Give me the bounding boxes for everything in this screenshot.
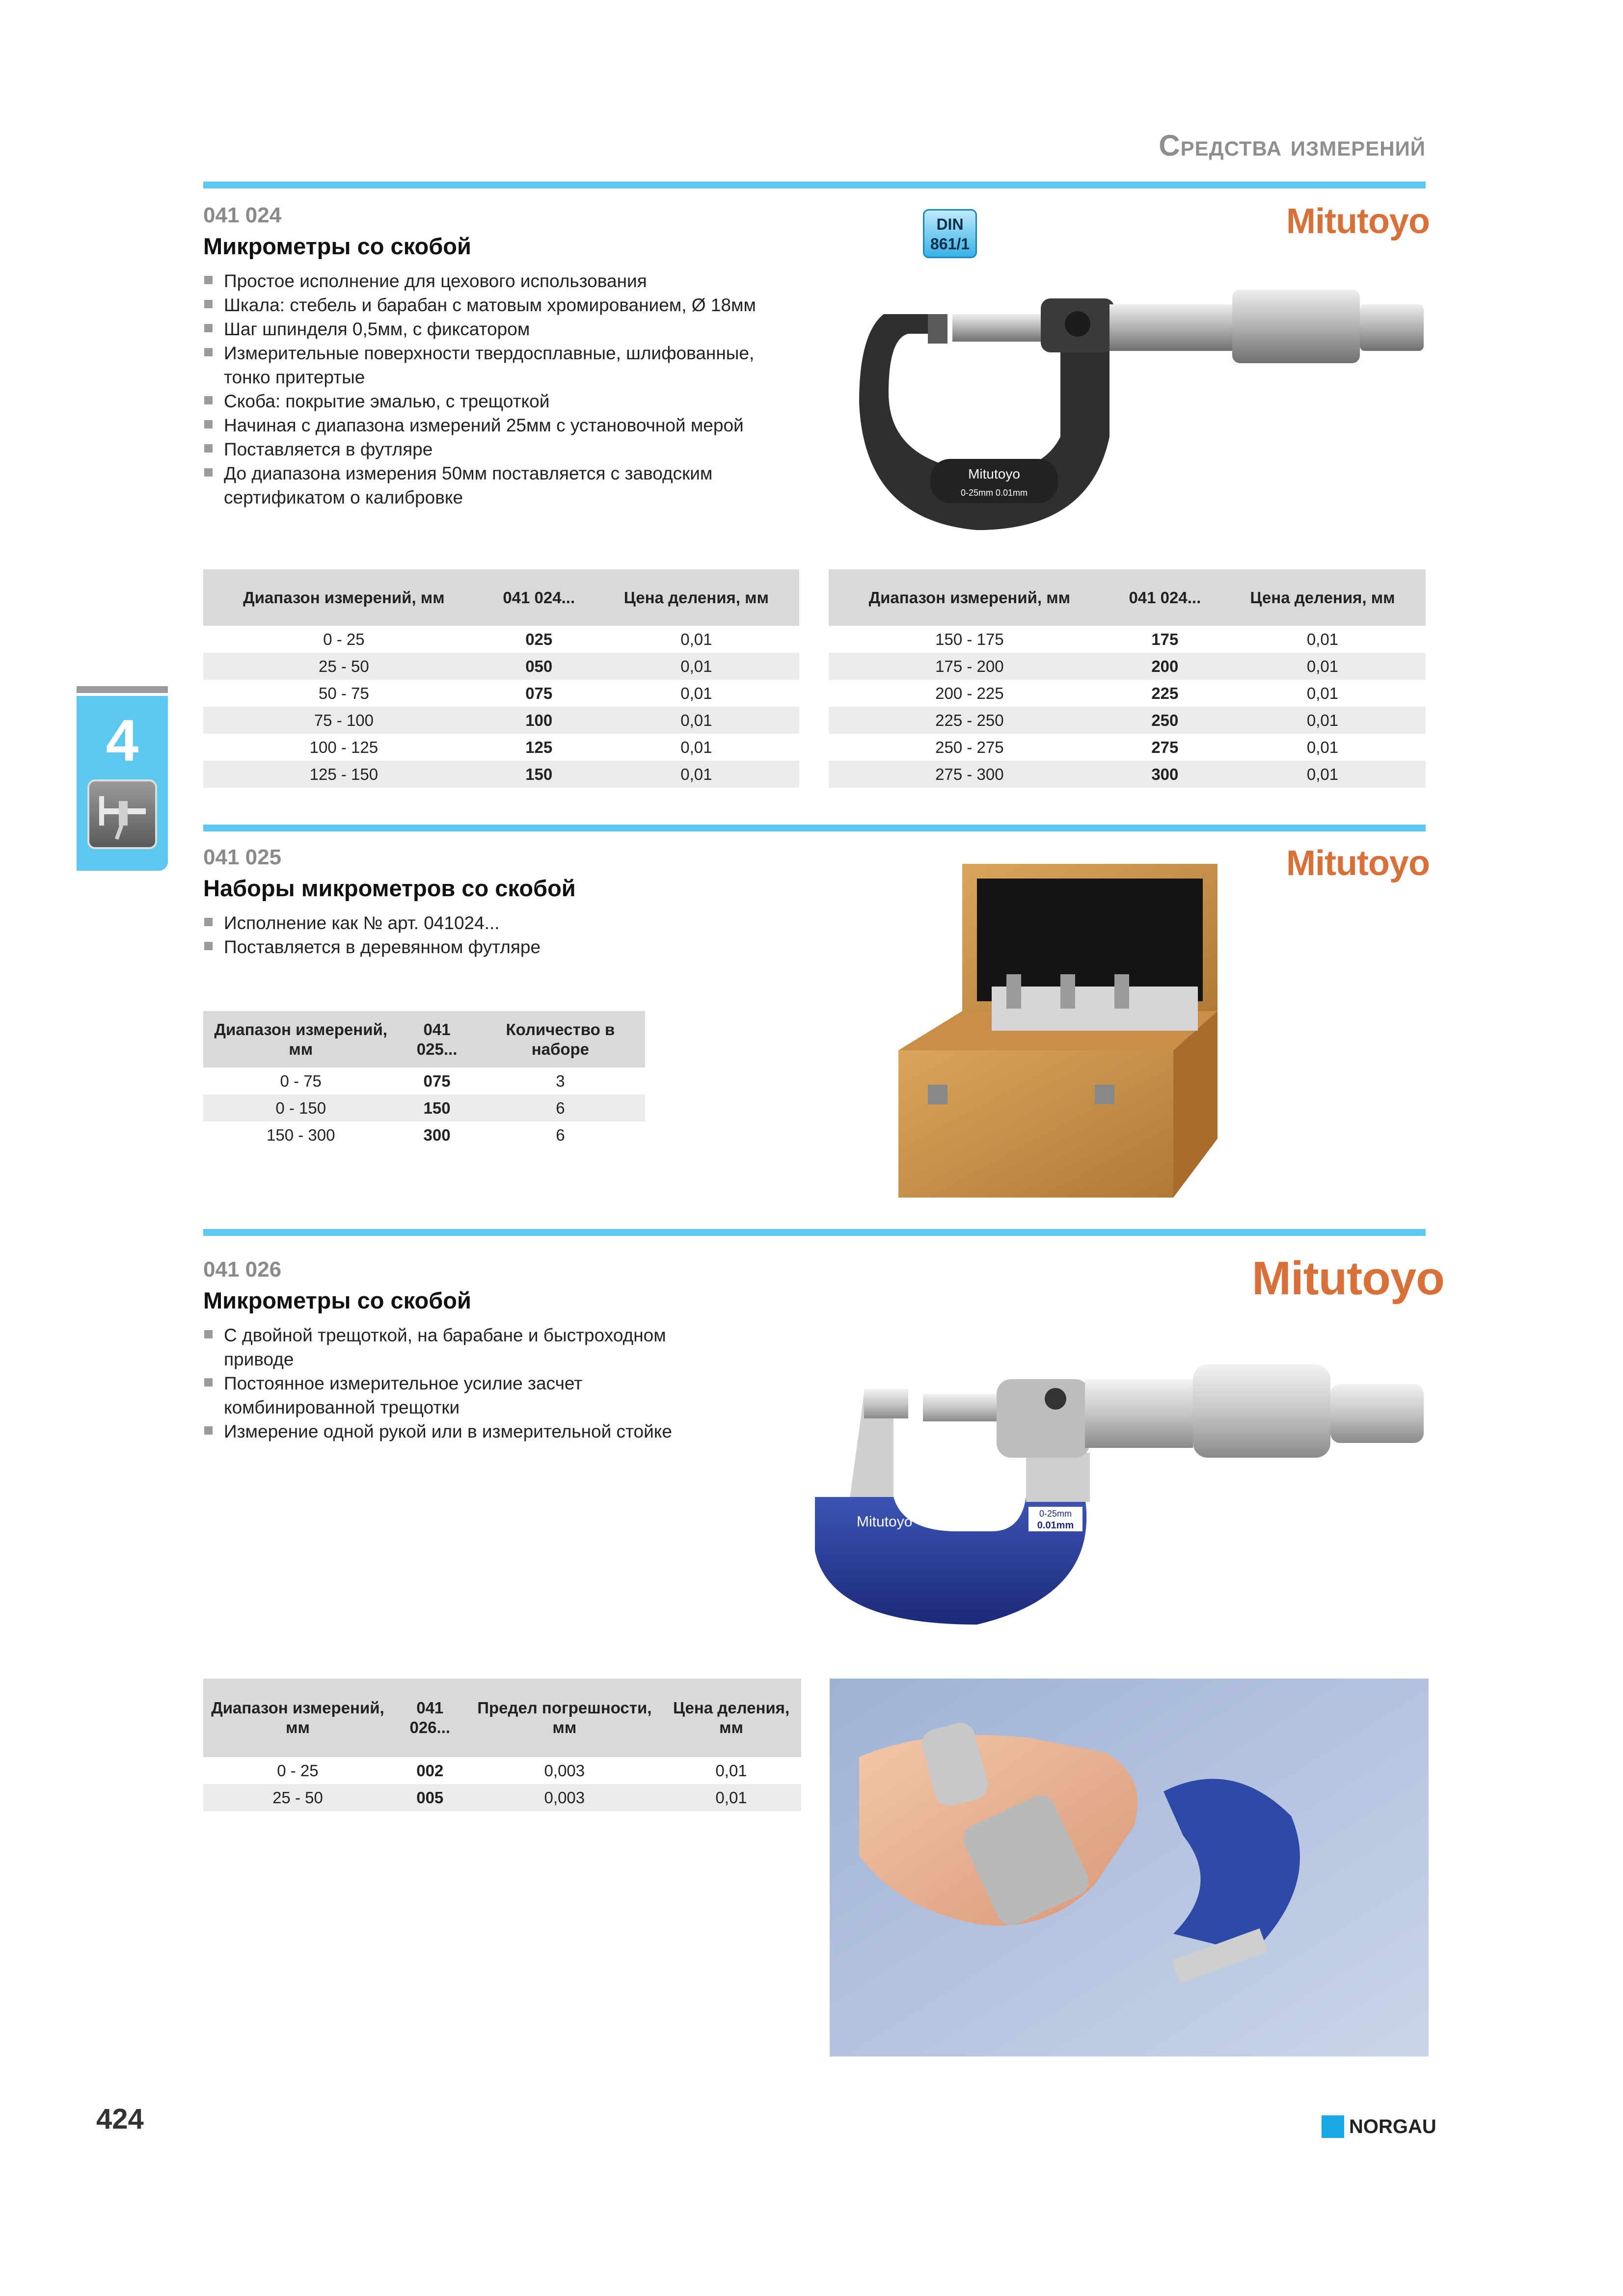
column-header: 041 026... [392, 1679, 468, 1757]
caliper-icon [87, 779, 157, 849]
column-header: Предел погрешности, мм [468, 1679, 661, 1757]
feature-item-continued: комбинированной трещотки [224, 1397, 460, 1417]
spec-table-left [203, 569, 799, 788]
brand-name: NORGAU [1349, 2116, 1436, 2137]
product-title: Наборы микрометров со скобой [203, 875, 576, 901]
column-header: 041 024... [1110, 569, 1219, 626]
feature-item: Начиная с диапазона измерений 25мм с установочной мерой [203, 413, 841, 437]
table-row: 0 - 150 150 6 [203, 1095, 645, 1121]
feature-item: Измерительные поверхности твердосплавные, шлифованные, [203, 341, 841, 365]
column-header: 041 024... [485, 569, 594, 626]
section-divider [203, 1229, 1426, 1236]
article-number: 041 026 [203, 1257, 282, 1281]
feature-item: Поставляется в футляре [203, 437, 841, 461]
feature-item: Постоянное измерительное усилие засчет [203, 1371, 841, 1395]
mitutoyo-logo: Mitutoyo [1286, 844, 1430, 883]
micrometer-image [854, 275, 1434, 540]
feature-list [203, 1323, 841, 1443]
article-number: 041 024 [203, 203, 282, 227]
frame-resolution-text: 0.01mm [1037, 1520, 1074, 1531]
frame-brand-text: Mitutoyo [968, 466, 1020, 481]
table-row: 0 - 75 075 3 [280, 1071, 565, 1090]
feature-list [203, 911, 841, 959]
section-title: Средства измерений [1159, 129, 1426, 162]
table-row: 50 - 75 075 0,01 [319, 684, 712, 702]
column-header: Количество в наборе [476, 1011, 645, 1068]
hand-photo [830, 1679, 1429, 2056]
feature-item: Поставляется в деревянном футляре [203, 935, 841, 959]
column-header: Диапазон измерений, мм [203, 1011, 398, 1068]
column-header: 041 025... [398, 1011, 475, 1068]
column-header: Цена деления, мм [1219, 569, 1426, 626]
mitutoyo-logo: Mitutoyo [1252, 1252, 1444, 1305]
table-row: 0 - 25 002 0,003 0,01 [277, 1761, 747, 1780]
feature-item: Исполнение как № арт. 041024... [203, 911, 841, 935]
frame-brand-text: Mitutoyo [857, 1514, 913, 1530]
table-row: 100 - 125 125 0,01 [309, 738, 712, 756]
table-row: 175 - 200 200 0,01 [829, 653, 1426, 680]
feature-item: Шкала: стебель и барабан с матовым хромированием, Ø 18мм [203, 293, 841, 317]
page-number: 424 [96, 2103, 144, 2135]
feature-list [203, 269, 841, 509]
spec-table [203, 1011, 645, 1148]
table-row: 250 - 275 275 0,01 [935, 738, 1339, 756]
article-number: 041 025 [203, 845, 282, 869]
table-row: 0 - 25 025 0,01 [323, 630, 712, 648]
brand-square-icon [1322, 2115, 1344, 2138]
feature-item: Простое исполнение для цехового использования [203, 269, 841, 293]
frame-range-text: 0-25mm 0.01mm [960, 488, 1028, 498]
column-header: Цена деления, мм [661, 1679, 801, 1757]
feature-item: Шаг шпинделя 0,5мм, с фиксатором [203, 317, 841, 341]
table-row: 200 - 225 225 0,01 [935, 684, 1339, 702]
product-title: Микрометры со скобой [203, 233, 471, 259]
table-row: 150 - 175 175 0,01 [935, 630, 1339, 648]
chapter-tab[interactable] [77, 696, 168, 871]
spec-table-right [829, 569, 1426, 788]
mitutoyo-logo: Mitutoyo [1286, 202, 1430, 241]
table-row: 25 - 50 005 0,003 0,01 [203, 1784, 801, 1811]
section-divider [203, 825, 1426, 831]
chapter-tab-bar [77, 686, 168, 693]
product-title: Микрометры со скобой [203, 1287, 471, 1313]
feature-item: До диапазона измерения 50мм поставляется с заводским [203, 461, 841, 485]
table-row: 75 - 100 100 0,01 [203, 707, 799, 734]
column-header: Диапазон измерений, мм [203, 569, 485, 626]
feature-item: Скоба: покрытие эмалью, с трещоткой [203, 389, 841, 413]
column-header: Диапазон измерений, мм [829, 569, 1110, 626]
feature-item-continued: сертификатом о калибровке [224, 487, 463, 507]
frame-range-text: 0-25mm [1039, 1509, 1072, 1519]
table-row: 125 - 150 150 0,01 [203, 761, 799, 788]
feature-item-continued: приводе [224, 1349, 294, 1369]
chapter-number: 4 [106, 708, 139, 774]
feature-item-continued: тонко притертые [224, 367, 365, 387]
table-row: 150 - 300 300 6 [266, 1125, 565, 1144]
column-header: Диапазон измерений, мм [203, 1679, 392, 1757]
din-badge: DIN 861/1 [923, 209, 977, 258]
feature-item: Измерение одной рукой или в измерительной стойке [203, 1419, 841, 1443]
section-divider [203, 182, 1426, 188]
spec-table [203, 1679, 801, 1811]
table-row: 225 - 250 250 0,01 [829, 707, 1426, 734]
table-row: 275 - 300 300 0,01 [829, 761, 1426, 788]
micrometer-image [810, 1364, 1443, 1639]
feature-item: С двойной трещоткой, на барабане и быстроходном [203, 1323, 841, 1347]
table-row: 25 - 50 050 0,01 [203, 653, 799, 680]
wooden-case-image [898, 864, 1394, 1217]
column-header: Цена деления, мм [594, 569, 799, 626]
